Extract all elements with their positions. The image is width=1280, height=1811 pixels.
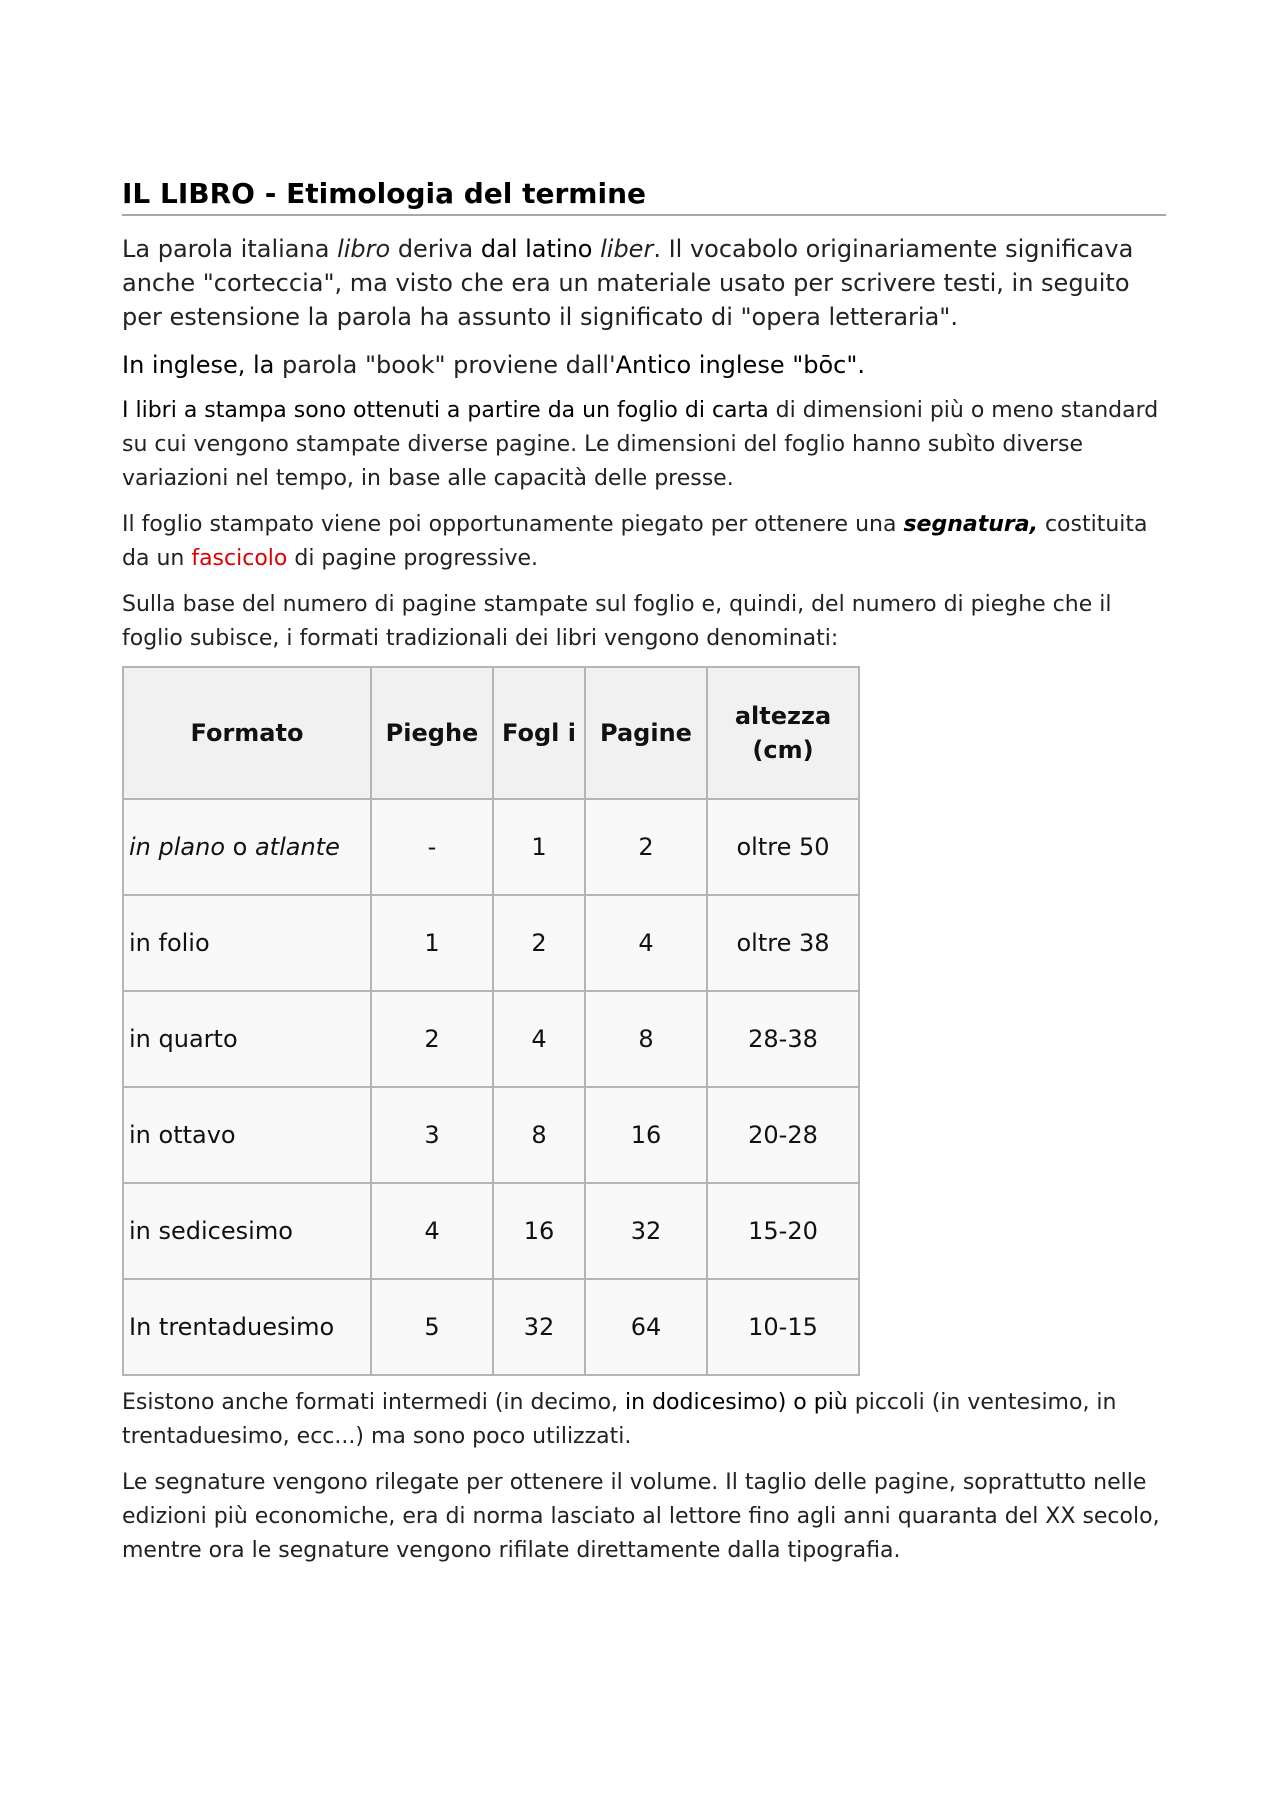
paragraph-formats-intro: Sulla base del numero di pagine stampate sul foglio e, quindi, del numero di pieghe che il foglio subisce, i formati tradizionali dei libri vengono denominati: [122, 592, 1112, 651]
paragraph-english: In inglese, la parola "book" proviene dall'Antico inglese "bōc". [122, 351, 866, 379]
cell-fogli: 1 [493, 799, 585, 895]
table-row [123, 1087, 859, 1183]
fascicolo-link[interactable]: fascicolo [191, 546, 288, 571]
cell-formato: in ottavo [123, 1087, 371, 1183]
cell-formato: in plano o atlante [123, 799, 371, 895]
cell-formato: in quarto [123, 991, 371, 1087]
cell-fogli: 8 [493, 1087, 585, 1183]
table-row [123, 991, 859, 1087]
cell-fogli: 16 [493, 1183, 585, 1279]
header-altezza: altezza (cm) [707, 667, 859, 799]
cell-pieghe: - [371, 799, 493, 895]
cell-altezza: oltre 50 [707, 799, 859, 895]
paragraph-signature: Il foglio stampato viene poi opportunamente piegato per ottenere una segnatura, costituita da un fascicolo di pagine progressive. [122, 512, 1148, 571]
cell-pagine: 16 [585, 1087, 707, 1183]
paragraph-printing: I libri a stampa sono ottenuti a partire da un foglio di carta di dimensioni più o meno standard su cui vengono stampate diverse pagine. Le dimensioni del foglio hanno subìto diverse variazioni nel tempo, in base alle capacità delle presse. [122, 398, 1159, 491]
header-pagine: Pagine [585, 667, 707, 799]
cell-fogli: 32 [493, 1279, 585, 1375]
table-header-row [123, 667, 859, 799]
cell-pieghe: 5 [371, 1279, 493, 1375]
cell-altezza: 15-20 [707, 1183, 859, 1279]
table-row [123, 1279, 859, 1375]
paragraph-intermediate-formats: Esistono anche formati intermedi (in decimo, in dodicesimo) o più piccoli (in ventesimo, in trentaduesimo, ecc...) ma sono poco utilizzati. [122, 1390, 1117, 1449]
cell-pieghe: 2 [371, 991, 493, 1087]
cell-fogli: 2 [493, 895, 585, 991]
cell-fogli: 4 [493, 991, 585, 1087]
cell-pagine: 4 [585, 895, 707, 991]
table-row [123, 799, 859, 895]
formats-table [122, 666, 860, 1376]
header-pieghe: Pieghe [371, 667, 493, 799]
cell-altezza: oltre 38 [707, 895, 859, 991]
header-fogli: Fogl i [493, 667, 585, 799]
cell-formato: In trentaduesimo [123, 1279, 371, 1375]
cell-pieghe: 4 [371, 1183, 493, 1279]
cell-formato: in folio [123, 895, 371, 991]
table-row [123, 895, 859, 991]
cell-formato: in sedicesimo [123, 1183, 371, 1279]
cell-pagine: 64 [585, 1279, 707, 1375]
header-formato: Formato [123, 667, 371, 799]
paragraph-binding: Le segnature vengono rilegate per ottenere il volume. Il taglio delle pagine, soprattutto nelle edizioni più economiche, era di norma lasciato al lettore fino agli anni quaranta del XX secolo, mentre ora le segnature vengono rifilate direttamente dalla tipografia. [122, 1470, 1160, 1563]
document-content [122, 176, 1166, 1568]
cell-altezza: 28-38 [707, 991, 859, 1087]
cell-pagine: 8 [585, 991, 707, 1087]
cell-altezza: 10-15 [707, 1279, 859, 1375]
table-row [123, 1183, 859, 1279]
cell-pieghe: 3 [371, 1087, 493, 1183]
paragraph-etymology: La parola italiana libro deriva dal latino liber. Il vocabolo originariamente significava anche "corteccia", ma visto che era un materiale usato per scrivere testi, in seguito per estensione la parola ha assunto il significato di "opera letteraria". [122, 235, 1134, 331]
cell-pagine: 32 [585, 1183, 707, 1279]
cell-pagine: 2 [585, 799, 707, 895]
cell-pieghe: 1 [371, 895, 493, 991]
page-title: IL LIBRO - Etimologia del termine [122, 176, 1166, 216]
cell-altezza: 20-28 [707, 1087, 859, 1183]
